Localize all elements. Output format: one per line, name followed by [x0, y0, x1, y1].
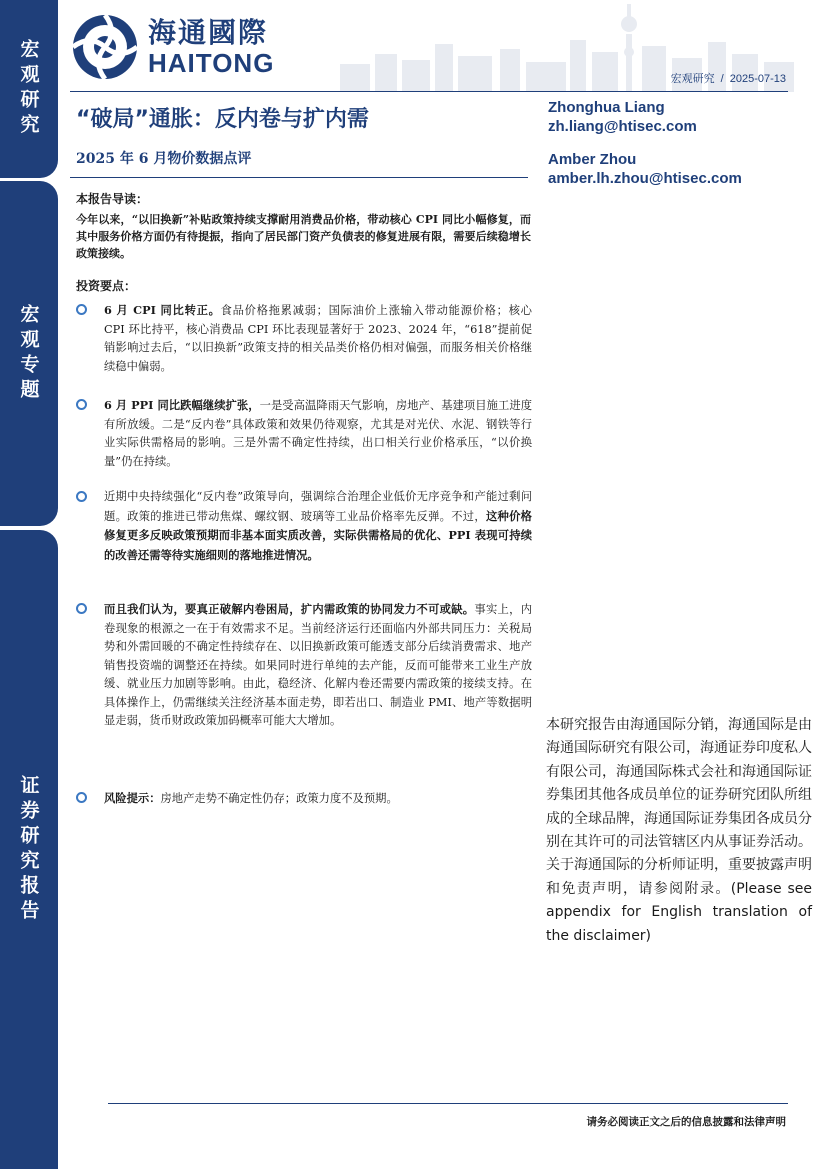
key-point-emphasis: 这种价格修复更多反映政策预期而非基本面实质改善，实际供需格局的优化、PPI 表现可持续的改善还需等待实施细则的落地推进情况。 [104, 508, 532, 562]
header-divider [70, 91, 788, 92]
key-point-item [76, 488, 532, 565]
key-point-lead: 6 月 CPI 同比转正。 [104, 303, 221, 317]
author-name: Amber Zhou [548, 151, 637, 168]
key-point-item [76, 396, 532, 471]
header-separator: / [720, 73, 724, 85]
key-point-text: 近期中央持续强化“反内卷”政策导向，强调综合治理企业低价无序竞争和产能过剩问题。政策的推进已带动焦煤、螺纹钢、玻璃等工业品价格率先反弹。不过， [104, 490, 532, 523]
key-point-lead: 6 月 PPI 同比跌幅继续扩张， [104, 398, 260, 412]
side-tab-securities-report [0, 530, 58, 1169]
side-tab-label: 宏观专题 [17, 303, 40, 404]
side-tab-macro-topic [0, 181, 58, 526]
bullet-icon [76, 304, 87, 315]
author-name: Zhonghua Liang [548, 99, 665, 116]
report-title: “破局”通胀：反内卷与扩内需 [76, 107, 369, 132]
bullet-icon [76, 792, 87, 803]
key-point-text: 一是受高温降雨天气影响，房地产、基建项目施工进度有所放缓。二是“反内卷”具体政策和效果仍待观察，尤其是对光伏、水泥、钢铁等行业实际供需格局的影响。三是外需不确定性持续，出口相关行业价格承压，“以价换量”仍在持续。 [104, 399, 532, 468]
report-subtitle: 2025 年 6 月物价数据点评 [76, 151, 252, 167]
key-point-text: 房地产走势不确定性仍存；政策力度不及预期。 [160, 792, 398, 805]
key-points-heading: 投资要点： [76, 279, 137, 293]
report-date: 2025-07-13 [729, 73, 786, 85]
side-tab-label: 证券研究报告 [17, 774, 40, 925]
key-point-item [76, 301, 532, 376]
author-entry [548, 98, 742, 136]
bullet-icon [76, 399, 87, 410]
key-point-item [76, 789, 532, 809]
title-divider [70, 177, 528, 178]
bullet-icon [76, 491, 87, 502]
author-entry [548, 150, 742, 188]
logo-chinese-name: 海通國際 [148, 16, 269, 49]
header-category: 宏观研究 [670, 73, 715, 85]
disclaimer-text: 本研究报告由海通国际分销，海通国际是由海通国际研究有限公司，海通证券印度私人有限公司，海通国际株式会社和海通国际证券集团其他各成员单位的证券研究团队所组成的全球品牌，海通国际证券集团各成员分别在其许可的司法管辖区内从事证券活动。关于海通国际的分析师证明，重要披露声明和免责声明，请参阅附录。(Please see appendix for English translation of the disclaimer) [546, 717, 812, 944]
header-meta [671, 70, 786, 86]
key-point-text: 事实上，内卷现象的根源之一在于有效需求不足。当前经济运行还面临内外部共同压力：关税局势和外需回暖的不确定性持续存在、以旧换新政策可能透支部分后续消费需求、地产销售投资端的调整还在持续。如果同时进行单纯的去产能，反而可能带来工业生产放缓、就业压力加剧等影响。由此，稳经济、化解内卷还需要内需政策的接续支持。在具体操作上，仍需继续关注经济基本面走势，即若出口、制造业 PMI、地产等数据明显走弱，货币财政政策加码概率可能大大增加。 [104, 603, 532, 727]
risk-warning-label: 风险提示： [104, 791, 161, 805]
logo-english-name: HAITONG [148, 48, 275, 78]
intro-heading: 本报告导读： [76, 192, 149, 206]
key-point-text: 食品价格拖累减弱；国际油价上涨输入带动能源价格；核心 CPI 环比持平，核心消费品 CPI 环比表现显著好于 2023、2024 年，“618”提前促销影响过去后，“以旧换新”政策支持的相关品类价格仍相对偏强，而服务相关价格继续稳中偏弱。 [104, 304, 532, 373]
side-tab-macro-research [0, 0, 58, 178]
author-email[interactable]: zh.liang@htisec.com [548, 118, 697, 135]
footer-divider [108, 1103, 788, 1104]
haitong-emblem-icon [70, 12, 140, 82]
key-point-item [76, 600, 532, 731]
author-email[interactable]: amber.lh.zhou@htisec.com [548, 170, 742, 187]
intro-text: 今年以来，“以旧换新”补贴政策持续支撑耐用消费品价格，带动核心 CPI 同比小幅修复，而其中服务价格方面仍有待提振，指向了居民部门资产负债表的修复进展有限，需要后续稳增长政策接续。 [76, 213, 531, 260]
footer-notice: 请务必阅读正文之后的信息披露和法律声明 [586, 1116, 786, 1128]
bullet-icon [76, 603, 87, 614]
key-point-lead: 而且我们认为，要真正破解内卷困局，扩内需政策的协同发力不可或缺。 [104, 602, 475, 616]
haitong-logo [70, 12, 274, 82]
side-tab-label: 宏观研究 [17, 39, 40, 139]
author-block [548, 98, 742, 202]
